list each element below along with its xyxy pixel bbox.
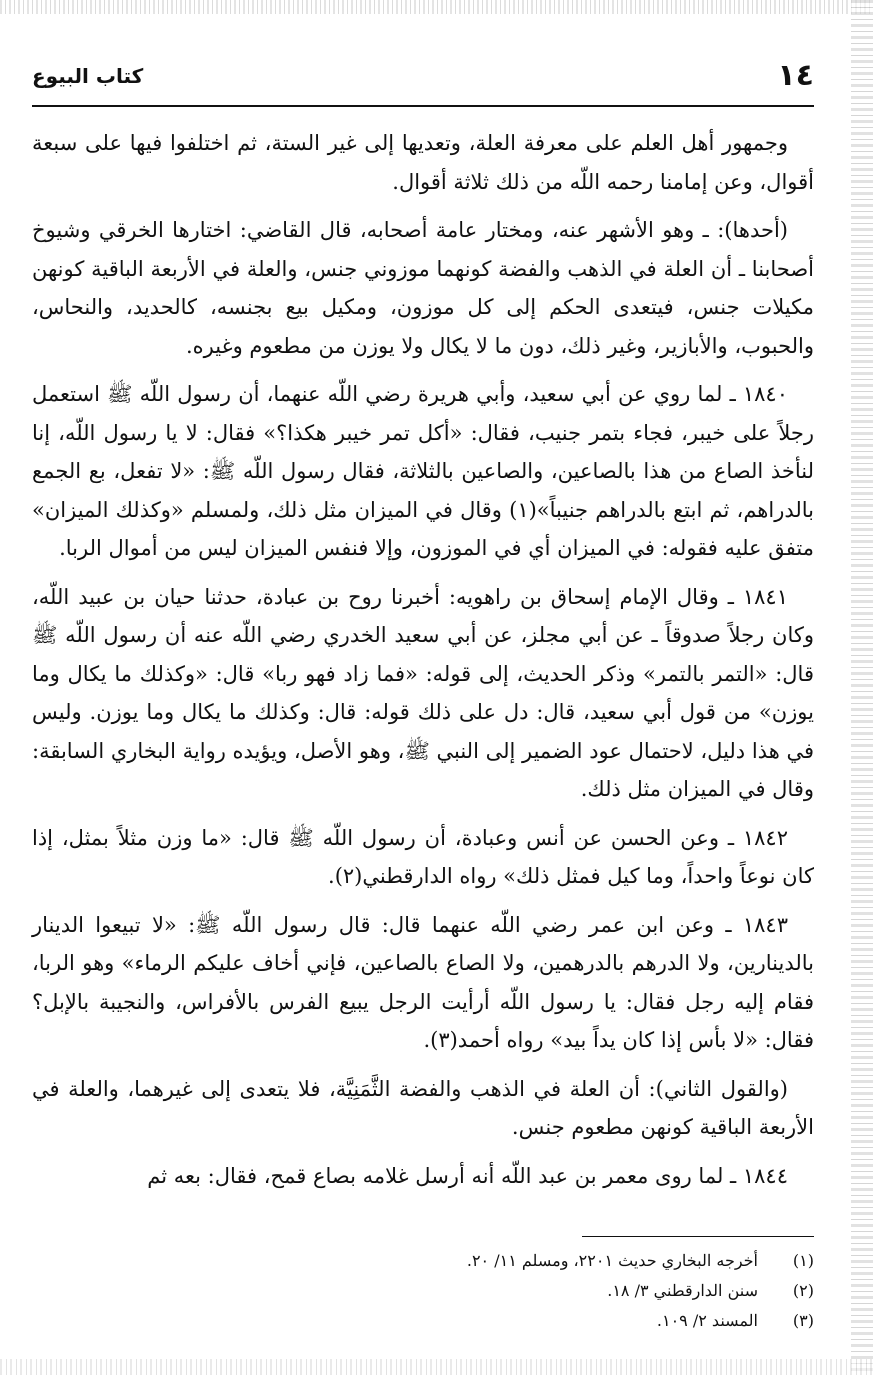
- footnote-text: أخرجه البخاري حديث ٢٢٠١، ومسلم ١١/ ٢٠.: [466, 1251, 758, 1270]
- paragraph-1844: ١٨٤٤ ـ لما روى معمر بن عبد اللّه أنه أرسل غلامه بصاع قمح، فقال: بعه ثم: [147, 1163, 788, 1188]
- page-edge-bottom: [0, 1359, 873, 1375]
- footnote-text: المسند ٢/ ١٠٩.: [656, 1311, 758, 1330]
- header-rule: [32, 105, 814, 107]
- footnote-mark: (٢): [792, 1281, 814, 1300]
- footnote-mark: (١): [792, 1251, 814, 1270]
- footnote-separator: [582, 1236, 814, 1237]
- footnote-2: [59, 1276, 814, 1306]
- main-text: [32, 124, 814, 1205]
- footnote-text: سنن الدارقطني ٣/ ١٨.: [607, 1281, 758, 1300]
- page-header: [32, 58, 814, 98]
- footnote-1: [59, 1246, 814, 1276]
- page-edge-right: [851, 0, 873, 1375]
- running-title: كتاب البيوع: [32, 64, 144, 88]
- footnote-mark: (٣): [792, 1311, 814, 1330]
- paragraph-intro: وجمهور أهل العلم على معرفة العلة، وتعديها إلى غير الستة، ثم اختلفوا فيها على سبعة أقوال، وعن إمامنا رحمه اللّه من ذلك ثلاثة أقوال.: [32, 131, 814, 194]
- paragraph-second-opinion: (والقول الثاني): أن العلة في الذهب والفضة الثَّمَنِيَّة، فلا يتعدى إلى غيرهما، والعلة في الأربعة الباقية كونهن مطعوم جنس.: [32, 1076, 814, 1139]
- paragraph-1843: ١٨٤٣ ـ وعن ابن عمر رضي اللّه عنهما قال: قال رسول اللّه ﷺ: «لا تبيعوا الدينار بالدينارين، ولا الدرهم بالدرهمين، ولا الصاع بالصاعين، فإني أخاف عليكم الرماء» وهو الربا، فقام إليه رجل فقال: يا رسول اللّه أرأيت الرجل يبيع الفرس بالأفراس، والنجيبة بالإبل؟ فقال: «لا بأس إذا كان يداً بيد» رواه أحمد(٣).: [32, 912, 814, 1052]
- paragraph-1842: ١٨٤٢ ـ وعن الحسن عن أنس وعبادة، أن رسول اللّه ﷺ قال: «ما وزن مثلاً بمثل، إذا كان نوعاً واحداً، وما كيل فمثل ذلك» رواه الدارقطني(٢).: [32, 825, 814, 888]
- paragraph-first-opinion: (أحدها): ـ وهو الأشهر عنه، ومختار عامة أصحابه، قال القاضي: اختارها الخرقي وشيوخ أصحابنا ـ أن العلة في الذهب والفضة كونهما موزوني جنس، والعلة في الأربعة الباقية كونهن مكيلات جنس، فيتعدى الحكم إلى كل موزون، ومكيل بيع بجنسه، كالحديد، والنحاس، والحبوب، والأبازير، وغير ذلك، دون ما لا يكال ولا يوزن من مطعوم وغيره.: [32, 218, 814, 358]
- page-edge-top: [0, 0, 873, 14]
- footnote-3: [59, 1306, 814, 1336]
- paragraph-1841: ١٨٤١ ـ وقال الإمام إسحاق بن راهويه: أخبرنا روح بن عبادة، حدثنا حيان بن عبيد اللّه، وكان رجلاً صدوقاً ـ عن أبي مجلز، عن أبي سعيد الخدري رضي اللّه عنه أن رسول اللّه ﷺ قال: «التمر بالتمر» وذكر الحديث، إلى قوله: «فما زاد فهو ربا» قال: «وكذلك ما يكال وما يوزن» من قول أبي سعيد، قال: دل على ذلك قوله: قال: وكذلك ما يكال وما يوزن. وليس في هذا دليل، لاحتمال عود الضمير إلى النبي ﷺ، وهو الأصل، ويؤيده رواية البخاري السابقة: وقال في الميزان مثل ذلك.: [32, 584, 814, 801]
- footnotes: [59, 1246, 814, 1336]
- page-number: ١٤: [777, 58, 814, 93]
- paragraph-1840: ١٨٤٠ ـ لما روي عن أبي سعيد، وأبي هريرة رضي اللّه عنهما، أن رسول اللّه ﷺ استعمل رجلاً على خيبر، فجاء بتمر جنيب، فقال: «أكل تمر خيبر هكذا؟» فقال: لا يا رسول اللّه، إنا لنأخذ الصاع من هذا بالصاعين، والصاعين بالثلاثة، فقال رسول اللّه ﷺ: «لا تفعل، بع الجمع بالدراهم، ثم ابتع بالدراهم جنيباً»(١) وقال في الميزان مثل ذلك، ولمسلم «وكذلك الميزان» متفق عليه فقوله: في الميزان أي في الموزون، وإلا فنفس الميزان ليس من أموال الربا.: [32, 382, 815, 560]
